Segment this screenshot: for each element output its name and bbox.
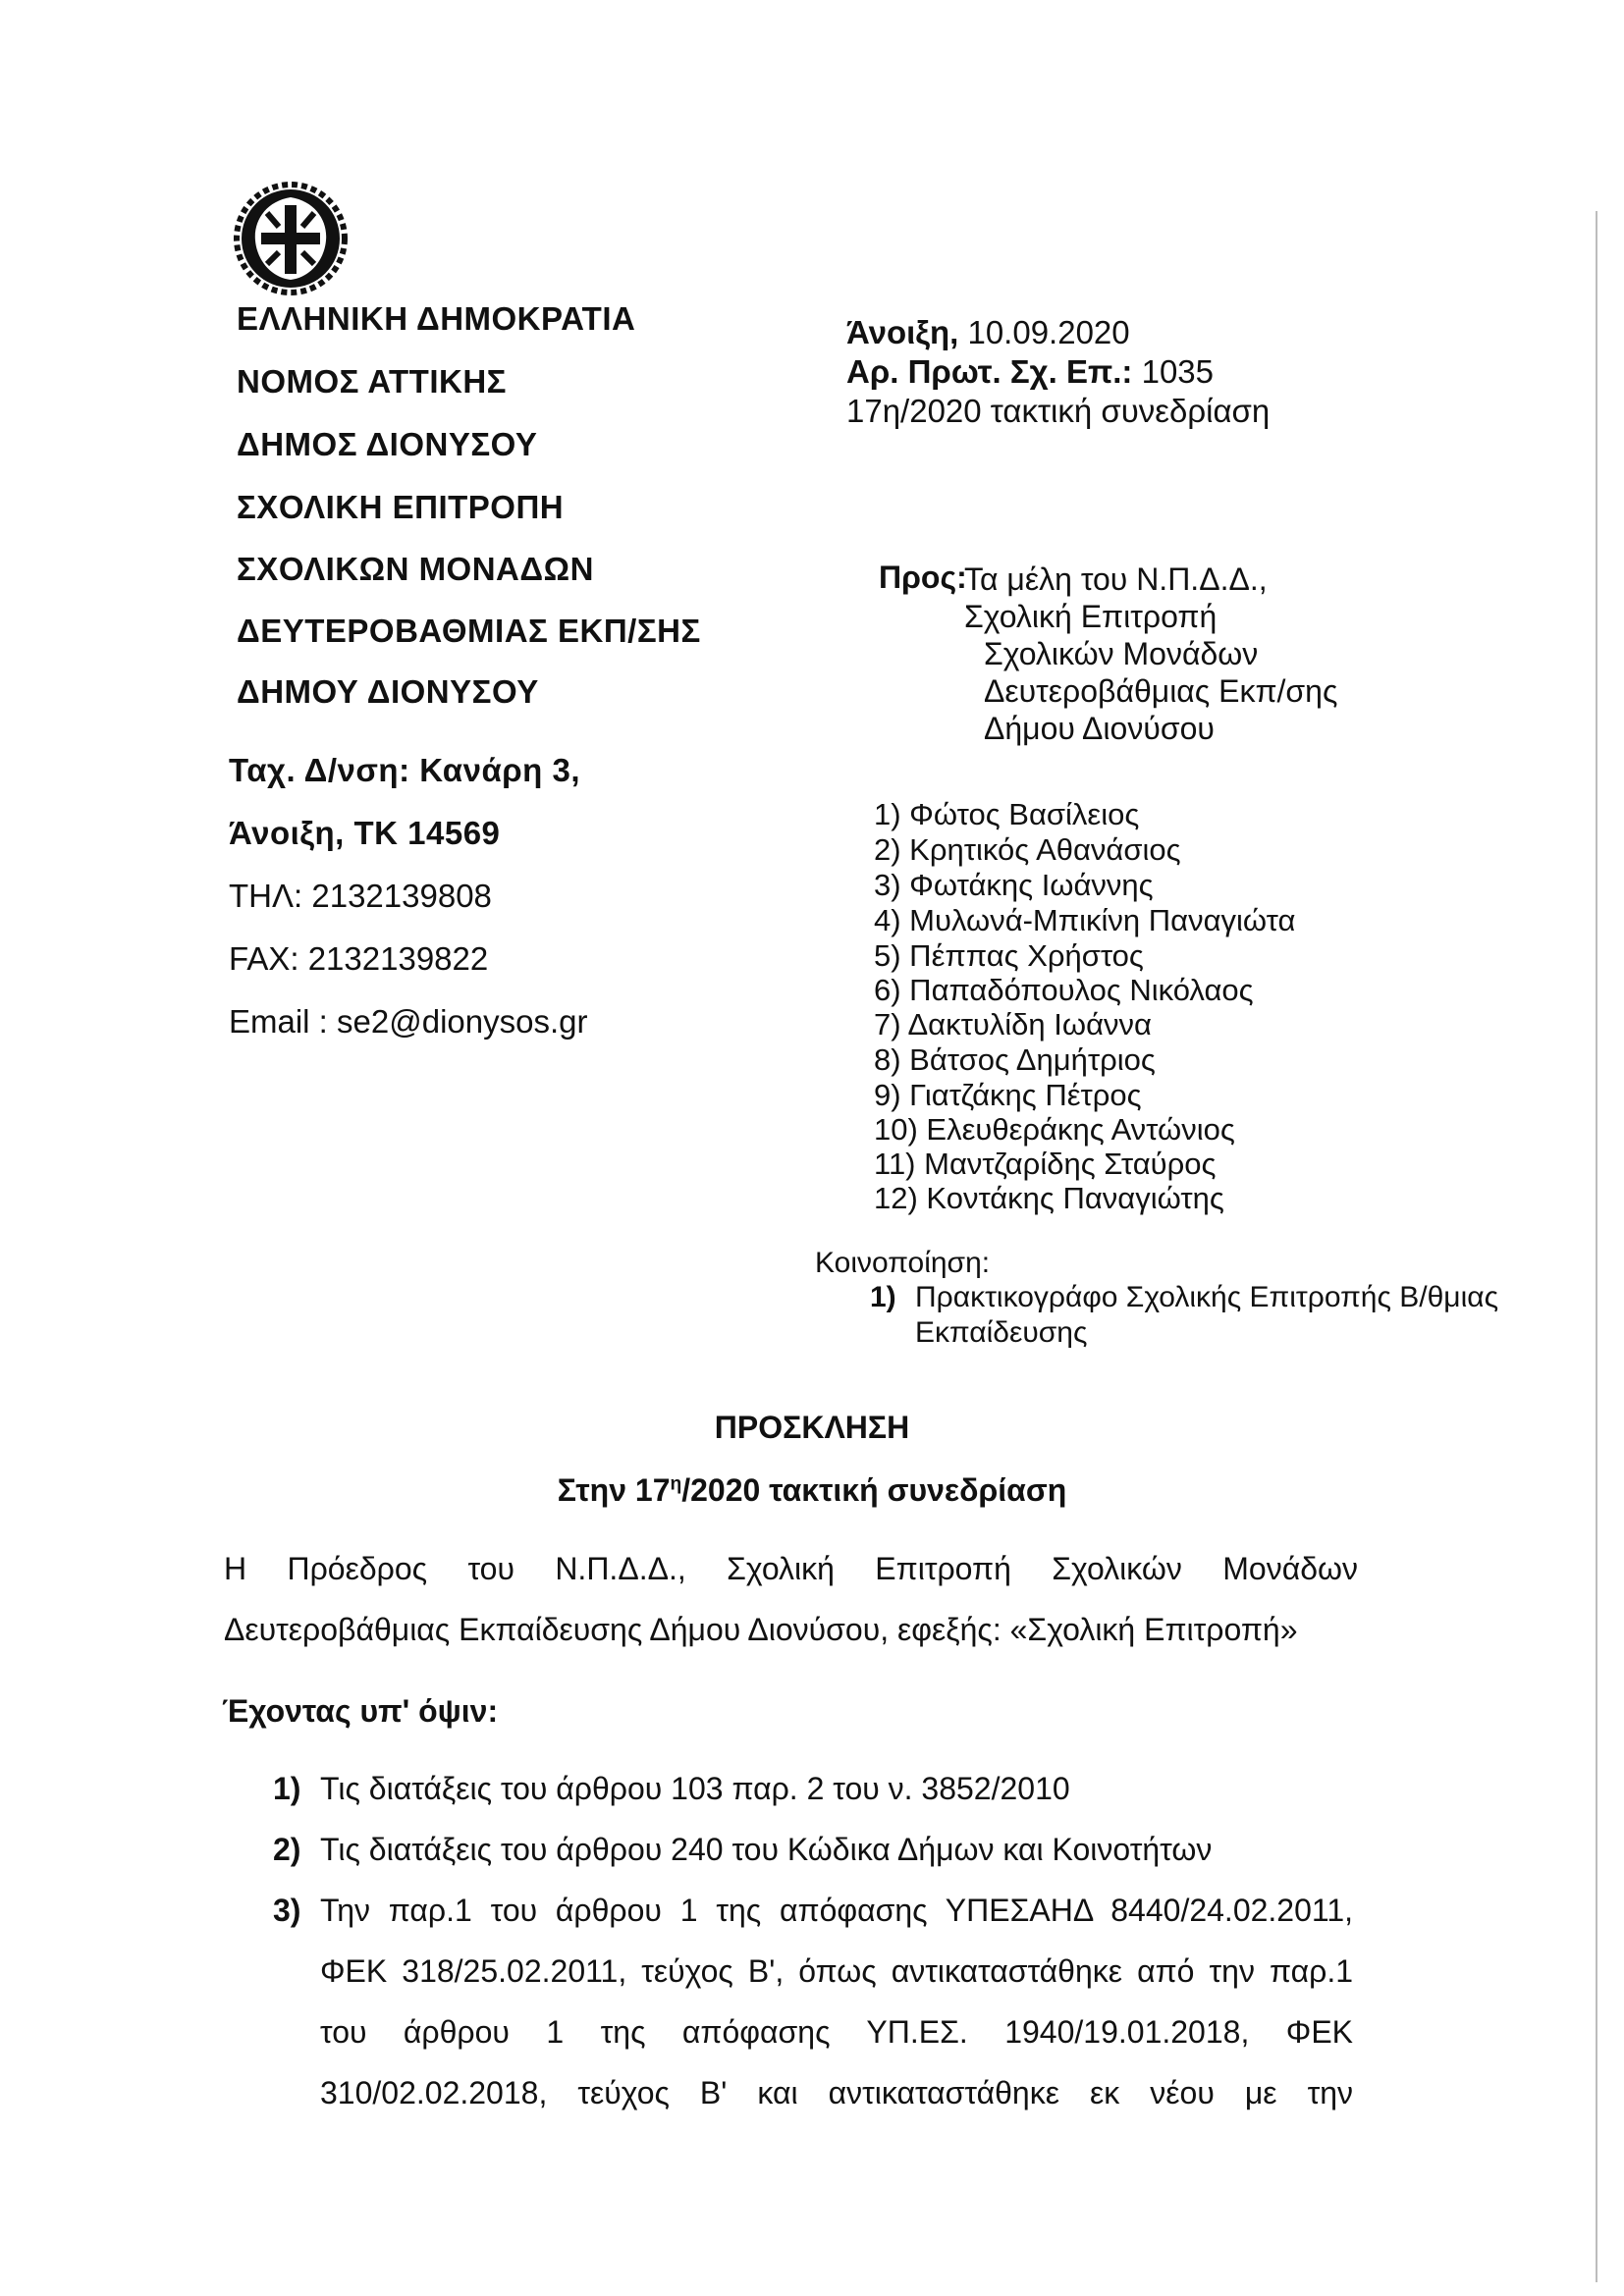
cc-line-2: Εκπαίδευσης [915,1316,1088,1349]
address-line-2: Άνοιξη, ΤΚ 14569 [229,815,501,851]
protocol-number: 1035 [1132,353,1215,390]
to-line-3: Σχολικών Μονάδων [984,636,1259,671]
member-item: 5) Πέππας Χρήστος [874,938,1144,973]
greek-emblem-icon [232,180,350,297]
fax-number: FAX: 2132139822 [229,940,489,977]
protocol-line [846,353,1214,391]
item-text-line: ΦΕΚ 318/25.02.2011, τεύχος Β', όπως αντικαταστάθηκε από την παρ.1 [320,1953,1353,1989]
cc-line-1: Πρακτικογράφο Σχολικής Επιτροπής Β/θμιας [915,1281,1499,1313]
phone-number: ΤΗΛ: 2132139808 [229,878,492,914]
member-item: 2) Κρητικός Αθανάσιος [874,832,1181,867]
address-line-1: Ταχ. Δ/νση: Κανάρη 3, [229,752,580,788]
email-address: Email : se2@dionysos.gr [229,1003,588,1040]
header-line-republic: ΕΛΛΗΝΙΚΗ ΔΗΜΟΚΡΑΤΙΑ [237,300,636,337]
member-item: 3) Φωτάκης Ιωάννης [874,868,1154,902]
item-number: 2) [273,1832,301,1867]
member-item: 8) Βάτσος Δημήτριος [874,1042,1156,1077]
to-label: Προς: [879,560,967,595]
header-line-committee: ΣΧΟΛΙΚΗ ΕΠΙΤΡΟΠΗ [237,489,565,525]
subtitle-superscript: η [670,1473,682,1495]
subtitle-text-end: /2020 τακτική συνεδρίαση [681,1472,1067,1508]
item-number: 1) [273,1771,301,1806]
intro-line-1: Η Πρόεδρος του Ν.Π.Δ.Δ., Σχολική Επιτροπή Σχολικών Μονάδων [224,1551,1358,1586]
considering-heading: Έχοντας υπ' όψιν: [222,1693,499,1729]
list-item-number [273,1893,320,1929]
member-item: 10) Ελευθεράκης Αντώνιος [874,1112,1235,1147]
to-line-5: Δήμου Διονύσου [984,711,1215,746]
member-item: 1) Φώτος Βασίλειος [874,797,1140,831]
cc-label: Κοινοποίηση: [815,1247,991,1279]
date-value: 10.09.2020 [958,314,1130,350]
member-item: 6) Παπαδόπουλος Νικόλαος [874,973,1254,1007]
member-item: 12) Κοντάκης Παναγιώτης [874,1181,1224,1215]
protocol-label: Αρ. Πρωτ. Σχ. Επ.: [846,353,1133,390]
list-item [273,1771,1070,1807]
to-line-2: Σχολική Επιτροπή [964,599,1218,634]
intro-line-2: Δευτεροβάθμιας Εκπαίδευσης Δήμου Διονύσου, εφεξής: «Σχολική Επιτροπή» [224,1612,1298,1647]
to-line-1: Τα μέλη του Ν.Π.Δ.Δ., [964,561,1268,597]
header-line-municipality-2: ΔΗΜΟΥ ΔΙΟΝΥΣΟΥ [237,673,539,710]
date-line [846,314,1130,351]
subtitle-text: Στην 17 [557,1472,671,1508]
list-item [273,1832,1212,1868]
cc-number: 1) [870,1281,896,1313]
place-name: Άνοιξη, [846,314,959,350]
header-line-secondary: ΔΕΥΤΕΡΟΒΑΘΜΙΑΣ ΕΚΠ/ΣΗΣ [237,613,701,649]
item-number: 3) [273,1893,301,1928]
member-item: 4) Μυλωνά-Μπικίνη Παναγιώτα [874,903,1296,937]
document-title: ΠΡΟΣΚΛΗΣΗ [714,1410,910,1445]
header-line-units: ΣΧΟΛΙΚΩΝ ΜΟΝΑΔΩΝ [237,551,594,587]
to-line-4: Δευτεροβάθμιας Εκπ/σης [984,673,1338,709]
page-edge-line [1596,211,1597,2282]
member-item: 11) Μαντζαρίδης Σταύρος [874,1147,1217,1181]
header-line-municipality: ΔΗΜΟΣ ΔΙΟΝΥΣΟΥ [237,426,538,462]
item-text-line: 310/02.02.2018, τεύχος Β' και αντικαταστάθηκε εκ νέου με την [320,2075,1353,2110]
item-text: Τις διατάξεις του άρθρου 240 του Κώδικα Δήμων και Κοινοτήτων [320,1832,1213,1867]
document-subtitle [0,1472,1624,1509]
header-line-prefecture: ΝΟΜΟΣ ΑΤΤΙΚΗΣ [237,363,507,400]
member-item: 7) Δακτυλίδη Ιωάννα [874,1007,1152,1041]
item-text: Τις διατάξεις του άρθρου 103 παρ. 2 του ν. 3852/2010 [320,1771,1070,1806]
session-line: 17η/2020 τακτική συνεδρίαση [846,393,1271,429]
item-text-line: του άρθρου 1 της απόφασης ΥΠ.ΕΣ. 1940/19.01.2018, ΦΕΚ [320,2014,1353,2050]
item-text-line: Την παρ.1 του άρθρου 1 της απόφασης ΥΠΕΣΑΗΔ 8440/24.02.2011, [320,1893,1353,1928]
member-item: 9) Γιατζάκης Πέτρος [874,1078,1142,1112]
